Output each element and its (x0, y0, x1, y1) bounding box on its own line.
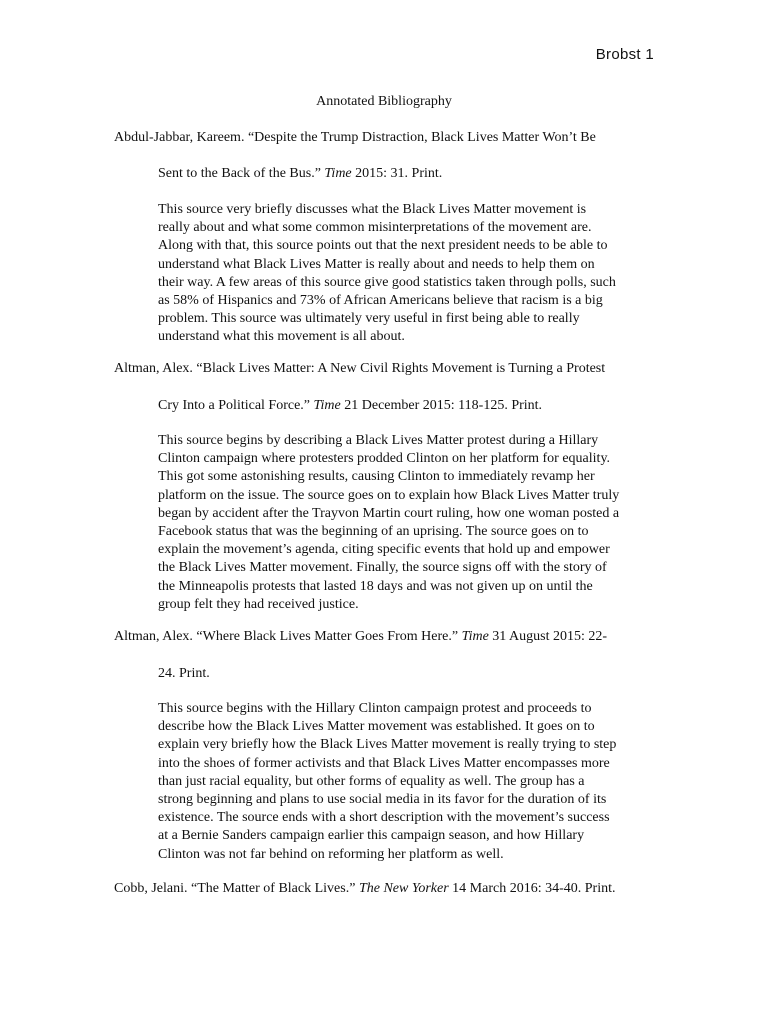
annotation-paragraph (158, 201, 656, 347)
annotation-line: than just racial equality, but other forms of equality as well. The group has a (158, 773, 585, 789)
page-title: Annotated Bibliography (316, 94, 452, 109)
annotation-line: Along with that, this source points out that the next president needs to be able to (158, 238, 608, 254)
annotation-line: the Black Lives Matter movement. Finally, the source signs off with the story of (158, 560, 607, 576)
annotation-line: explain the movement’s agenda, citing specific events that hold up and empower (158, 542, 610, 558)
annotation-line: This source begins with the Hillary Clinton campaign protest and proceeds to (158, 701, 592, 716)
citation-text: Cobb, Jelani. “The Matter of Black Lives.” (114, 881, 359, 896)
annotation-line: Clinton campaign where protesters prodded Clinton on her platform for equality. (158, 451, 611, 467)
annotation-line: describe how the Black Lives Matter movement was established. It goes on to (158, 719, 595, 735)
citation-line-1: Altman, Alex. “Black Lives Matter: A New Civil Rights Movement is Turning a Protest (114, 361, 606, 376)
annotation-line: as 58% of Hispanics and 73% of African Americans believe that racism is a big (158, 293, 603, 309)
annotation-line: their way. A few areas of this source give good statistics taken through polls, such (158, 274, 616, 290)
annotation-line: really about and what some common misinterpretations of the movement are. (158, 220, 592, 236)
citation-text: 2015: 31. Print. (351, 166, 443, 181)
citation-text: Cry Into a Political Force.” (158, 398, 314, 413)
annotation-paragraph (158, 700, 656, 864)
citation-line-2 (158, 397, 658, 415)
citation-line-1: Abdul-Jabbar, Kareem. “Despite the Trump Distraction, Black Lives Matter Won’t Be (114, 130, 596, 145)
citation-text: 31 August 2015: 22- (488, 629, 608, 644)
annotation-line: This got some astonishing results, causing Clinton to immediately revamp her (158, 469, 595, 485)
citation-text: Sent to the Back of the Bus.” (158, 166, 325, 181)
citation-line-1 (114, 628, 674, 646)
annotation-line: understand what Black Lives Matter is really about and needs to help them on (158, 256, 595, 272)
annotation-line: existence. The source ends with a short description with the movement’s success (158, 810, 610, 826)
annotation-line: the Minneapolis protests that lasted 18 days and was not given up on until the (158, 578, 593, 594)
annotation-line: explain very briefly how the Black Lives Matter movement is really trying to step (158, 737, 617, 753)
publication-title: The New Yorker (358, 881, 449, 896)
running-head: Brobst 1 (595, 46, 654, 63)
citation-text: 14 March 2016: 34-40. Print. (448, 881, 616, 896)
citation-line-2 (158, 165, 658, 183)
annotation-line: Facebook status that was the beginning of an uprising. The source goes on to (158, 524, 589, 540)
citation-text: Altman, Alex. “Where Black Lives Matter Goes From Here.” (114, 629, 462, 644)
annotation-line: at a Bernie Sanders campaign earlier this campaign season, and how Hillary (158, 828, 585, 844)
publication-title: Time (313, 398, 341, 413)
annotation-line: group felt they had received justice. (158, 596, 359, 612)
annotation-line: platform on the issue. The source goes on to explain how Black Lives Matter truly (158, 487, 620, 503)
publication-title: Time (324, 166, 352, 181)
annotation-paragraph (158, 432, 656, 614)
annotation-line: began by accident after the Trayvon Martin court ruling, how one woman posted a (158, 505, 620, 521)
annotation-line: problem. This source was ultimately very useful in first being able to really (158, 311, 580, 327)
annotation-line: This source very briefly discusses what the Black Lives Matter movement is (158, 202, 587, 217)
citation-line-2: 24. Print. (158, 666, 210, 681)
annotation-line: Clinton was not far behind on reforming her platform as well. (158, 846, 504, 862)
annotation-line: This source begins by describing a Black Lives Matter protest during a Hillary (158, 433, 599, 448)
citation-text: 21 December 2015: 118-125. Print. (340, 398, 543, 413)
citation-line-1 (114, 880, 674, 898)
annotation-line: into the shoes of former activists and that Black Lives Matter encompasses more (158, 755, 610, 771)
publication-title: Time (461, 629, 489, 644)
annotation-line: understand what this movement is all about. (158, 329, 405, 345)
annotation-line: strong beginning and plans to use social media in its favor for the duration of its (158, 792, 607, 808)
